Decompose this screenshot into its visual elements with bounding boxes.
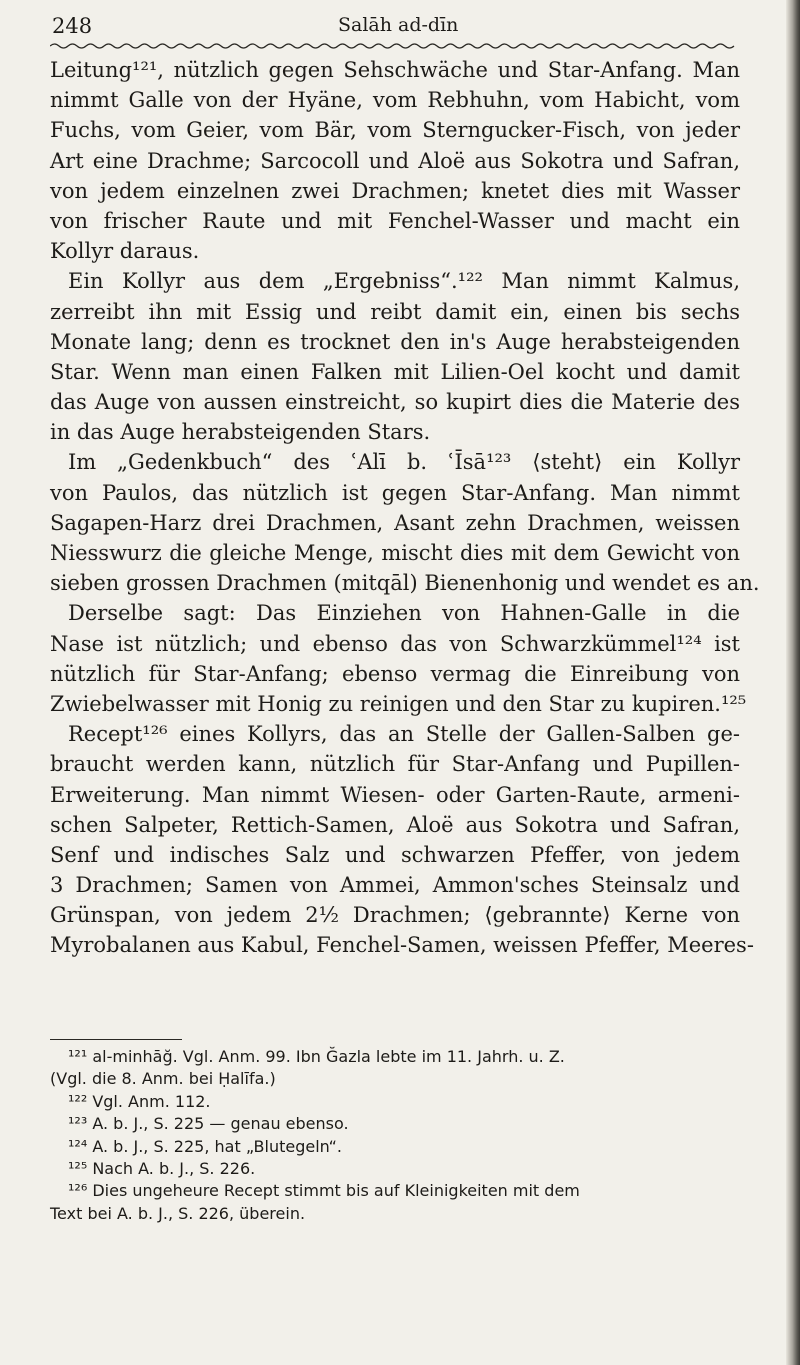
footnote-line: ¹²⁵ Nach A. b. J., S. 226.: [68, 1158, 256, 1178]
text-line: Myrobalanen aus Kabul, Fenchel-Samen, weissen Pfeffer, Meeres-: [50, 933, 754, 958]
text-line: von Paulos, das nützlich ist gegen Star-Anfang. Man nimmt: [50, 480, 740, 505]
text-line: braucht werden kann, nützlich für Star-Anfang und Pupillen-: [50, 752, 740, 777]
text-line: von jedem einzelnen zwei Drachmen; knetet dies mit Wasser: [50, 178, 740, 203]
footnote-line: Text bei A. b. J., S. 226, überein.: [50, 1203, 306, 1223]
text-line: Im „Gedenkbuch“ des ʿAlī b. ʿĪsā¹²³ ⟨steht⟩ ein Kollyr: [68, 450, 740, 475]
text-line: in das Auge herabsteigenden Stars.: [50, 420, 431, 445]
main-text: [50, 55, 760, 961]
page-edge-shadow: [786, 0, 800, 1365]
text-line: Ein Kollyr aus dem „Ergebniss“.¹²² Man nimmt Kalmus,: [68, 269, 740, 294]
text-line: das Auge von aussen einstreicht, so kupirt dies die Materie des: [50, 390, 740, 415]
text-line: Fuchs, vom Geier, vom Bär, vom Sterngucker-Fisch, von jeder: [50, 118, 740, 143]
text-line: sieben grossen Drachmen (mitqāl) Bienenhonig und wendet es an.: [50, 571, 760, 596]
text-line: Niesswurz die gleiche Menge, mischt dies mit dem Gewicht von: [50, 541, 740, 565]
text-line: Recept¹²⁶ eines Kollyrs, das an Stelle der Gallen-Salben ge-: [68, 722, 740, 747]
text-line: Art eine Drachme; Sarcocoll und Aloë aus Sokotra und Safran,: [50, 148, 740, 173]
text-line: Zwiebelwasser mit Honig zu reinigen und den Star zu kupiren.¹²⁵: [50, 691, 747, 716]
text-line: schen Salpeter, Rettich-Samen, Aloë aus Sokotra und Safran,: [50, 812, 740, 837]
text-line: 3 Drachmen; Samen von Ammei, Ammon'sches Steinsalz und: [50, 873, 740, 898]
text-line: Sagapen-Harz drei Drachmen, Asant zehn Drachmen, weissen: [50, 510, 740, 535]
page-header: [52, 14, 742, 40]
text-line: Kollyr daraus.: [50, 239, 200, 264]
text-line: Nase ist nützlich; und ebenso das von Schwarzkümmel¹²⁴ ist: [50, 631, 740, 656]
text-line: Derselbe sagt: Das Einziehen von Hahnen-Galle in die: [68, 601, 740, 626]
footnote-rule: [50, 1039, 182, 1040]
footnote-line: ¹²⁶ Dies ungeheure Recept stimmt bis auf Kleinigkeiten mit dem: [68, 1181, 580, 1201]
page-number: 248: [52, 14, 93, 38]
text-line: Star. Wenn man einen Falken mit Lilien-Oel kocht und damit: [50, 359, 740, 384]
text-line: Grünspan, von jedem 2½ Drachmen; ⟨gebrannte⟩ Kerne von: [50, 903, 740, 928]
text-line: Senf und indisches Salz und schwarzen Pfeffer, von jedem: [50, 842, 740, 867]
text-line: Leitung¹²¹, nützlich gegen Sehschwäche und Star-Anfang. Man: [50, 58, 740, 82]
text-line: nützlich für Star-Anfang; ebenso vermag die Einreibung von: [50, 661, 740, 686]
text-line: Monate lang; denn es trocknet den in's Auge herabsteigenden: [50, 329, 740, 354]
text-line: von frischer Raute und mit Fenchel-Wasser und macht ein: [50, 208, 740, 233]
footnote-line: ¹²¹ al-minhāğ. Vgl. Anm. 99. Ibn Ğazla lebte im 11. Jahrh. u. Z.: [68, 1047, 565, 1066]
footnote-line: ¹²³ A. b. J., S. 225 — genau ebenso.: [68, 1114, 349, 1134]
running-head: Salāh ad-dīn: [338, 14, 459, 36]
footnotes: [50, 1046, 740, 1225]
decorative-wavy-rule: [50, 42, 740, 50]
footnote-line: ¹²² Vgl. Anm. 112.: [68, 1091, 211, 1111]
footnote-line: (Vgl. die 8. Anm. bei Ḥalīfa.): [50, 1069, 276, 1089]
text-line: zerreibt ihn mit Essig und reibt damit ein, einen bis sechs: [50, 299, 740, 324]
text-line: Erweiterung. Man nimmt Wiesen- oder Garten-Raute, armeni-: [50, 782, 740, 807]
text-line: nimmt Galle von der Hyäne, vom Rebhuhn, vom Habicht, vom: [50, 88, 740, 113]
footnote-line: ¹²⁴ A. b. J., S. 225, hat „Blutegeln“.: [68, 1136, 343, 1156]
